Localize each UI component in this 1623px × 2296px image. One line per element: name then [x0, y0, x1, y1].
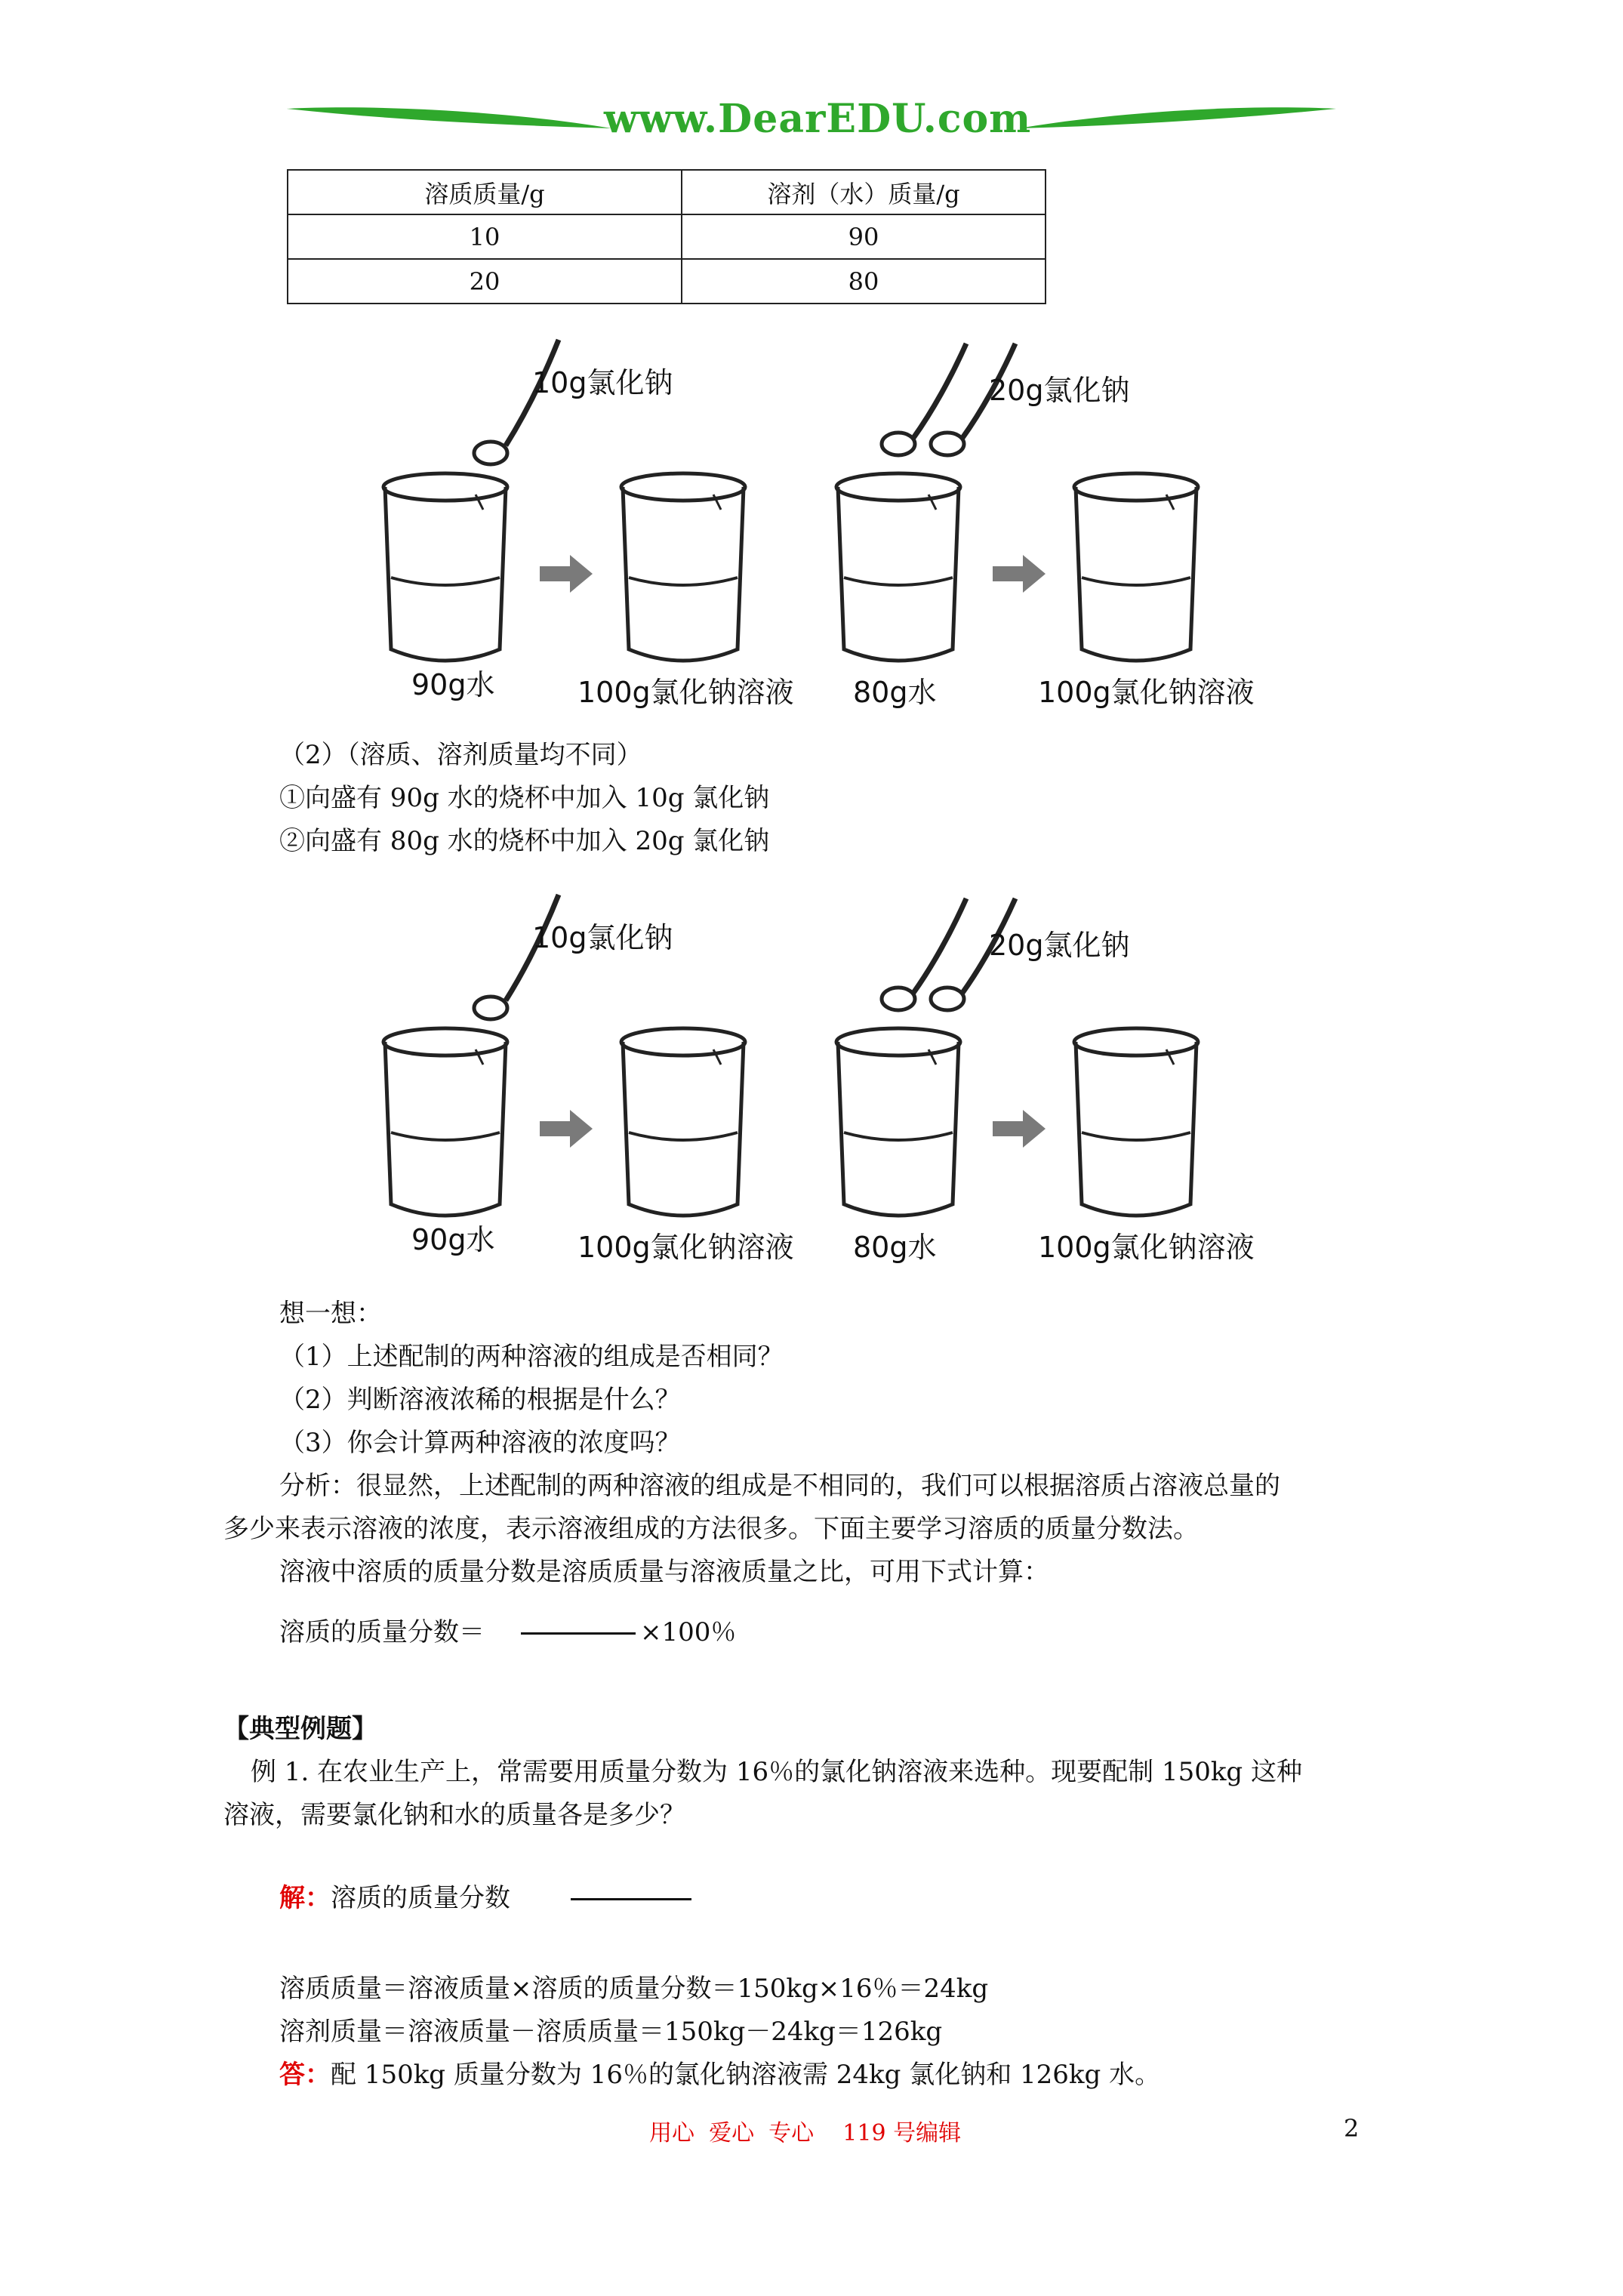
table-row	[288, 259, 1046, 304]
spoon-icon	[474, 895, 559, 1019]
question-item: （2）判断溶液浓稀的根据是什么？	[279, 1385, 681, 1415]
think-title: 想一想：	[279, 1299, 382, 1329]
beaker-icon	[836, 1028, 960, 1216]
table-cell: 80	[682, 259, 1046, 304]
section-title: （2）（溶质、溶剂质量均不同）	[279, 740, 642, 770]
analysis-paragraph: 多少来表示溶液的浓度，表示溶液组成的方法很多。下面主要学习溶质的质量分数法。	[223, 1514, 1199, 1544]
example-question: 例 1. 在农业生产上，常需要用质量分数为 16％的氯化钠溶液来选种。现要配制 150kg 这种	[251, 1757, 1303, 1787]
table-header-cell: 溶剂（水）质量/g	[682, 170, 1046, 214]
calculation-line: 溶剂质量＝溶液质量－溶质质量＝150kg－24kg＝126kg	[279, 2017, 943, 2047]
arrow-icon	[993, 1110, 1046, 1148]
solution-text: 溶质的质量分数	[331, 1883, 510, 1913]
spoon-label: 10g氯化钠	[532, 366, 673, 399]
question-item: （1）上述配制的两种溶液的组成是否相同？	[279, 1342, 784, 1372]
calculation-line: 溶质质量＝溶液质量×溶质的质量分数＝150kg×16％＝24kg	[279, 1974, 989, 2004]
beaker-figure-2	[370, 887, 1276, 1280]
mass-table	[287, 169, 1046, 304]
section-heading: 【典型例题】	[223, 1714, 377, 1744]
table-cell: 90	[682, 214, 1046, 259]
banner-swoosh-right	[1019, 98, 1336, 143]
banner-swoosh-left	[287, 98, 611, 143]
answer-label: 答：	[279, 2060, 331, 2090]
beaker-label: 80g水	[853, 1231, 937, 1264]
beaker-label: 100g氯化钠溶液	[1038, 676, 1255, 709]
example-question: 溶液，需要氯化钠和水的质量各是多少？	[223, 1800, 685, 1830]
table-header-cell: 溶质质量/g	[288, 170, 682, 214]
footer-text: 用心 爱心 专心 119 号编辑	[649, 2120, 962, 2147]
fraction-bar	[571, 1898, 691, 1900]
header-banner	[0, 0, 1623, 151]
beaker-label: 100g氯化钠溶液	[1038, 1231, 1255, 1264]
arrow-icon	[540, 555, 593, 593]
beaker-icon	[383, 473, 507, 661]
arrow-icon	[993, 555, 1046, 593]
table-cell: 10	[288, 214, 682, 259]
arrow-icon	[540, 1110, 593, 1148]
formula-right: ×100％	[640, 1617, 737, 1647]
beaker-icon	[383, 1028, 507, 1216]
answer-line	[279, 2058, 1160, 2091]
spoon-label: 10g氯化钠	[532, 921, 673, 954]
beaker-label: 100g氯化钠溶液	[577, 676, 794, 709]
beaker-label: 90g水	[411, 1223, 495, 1256]
spoon-label: 20g氯化钠	[989, 374, 1130, 407]
analysis-paragraph: 分析：很显然，上述配制的两种溶液的组成是不相同的，我们可以根据溶质占溶液总量的	[279, 1471, 1280, 1501]
beaker-icon	[621, 473, 745, 661]
fraction-bar	[521, 1632, 636, 1635]
solution-line	[279, 1881, 510, 1915]
beaker-label: 90g水	[411, 668, 495, 701]
question-item: （3）你会计算两种溶液的浓度吗？	[279, 1428, 681, 1458]
table-header-row	[288, 170, 1046, 214]
page-number: 2	[1344, 2114, 1360, 2143]
beaker-icon	[836, 473, 960, 661]
table-cell: 20	[288, 259, 682, 304]
beaker-icon	[621, 1028, 745, 1216]
beaker-icon	[1074, 473, 1198, 661]
solution-label: 解：	[279, 1883, 331, 1913]
spoon-label: 20g氯化钠	[989, 929, 1130, 962]
table-row	[288, 214, 1046, 259]
procedure-item: ②向盛有 80g 水的烧杯中加入 20g 氯化钠	[279, 826, 770, 856]
site-logo-text[interactable]: www.DearEDU.com	[604, 96, 1032, 142]
beaker-icon	[1074, 1028, 1198, 1216]
procedure-item: ①向盛有 90g 水的烧杯中加入 10g 氯化钠	[279, 783, 770, 813]
beaker-figure-1	[370, 332, 1276, 725]
definition-text: 溶液中溶质的质量分数是溶质质量与溶液质量之比，可用下式计算：	[279, 1557, 1049, 1587]
beaker-label: 80g水	[853, 676, 937, 709]
beaker-label: 100g氯化钠溶液	[577, 1231, 794, 1264]
formula-left: 溶质的质量分数＝	[279, 1617, 485, 1647]
spoon-icon	[474, 340, 559, 464]
answer-text: 配 150kg 质量分数为 16％的氯化钠溶液需 24kg 氯化钠和 126kg 水。	[331, 2060, 1161, 2090]
